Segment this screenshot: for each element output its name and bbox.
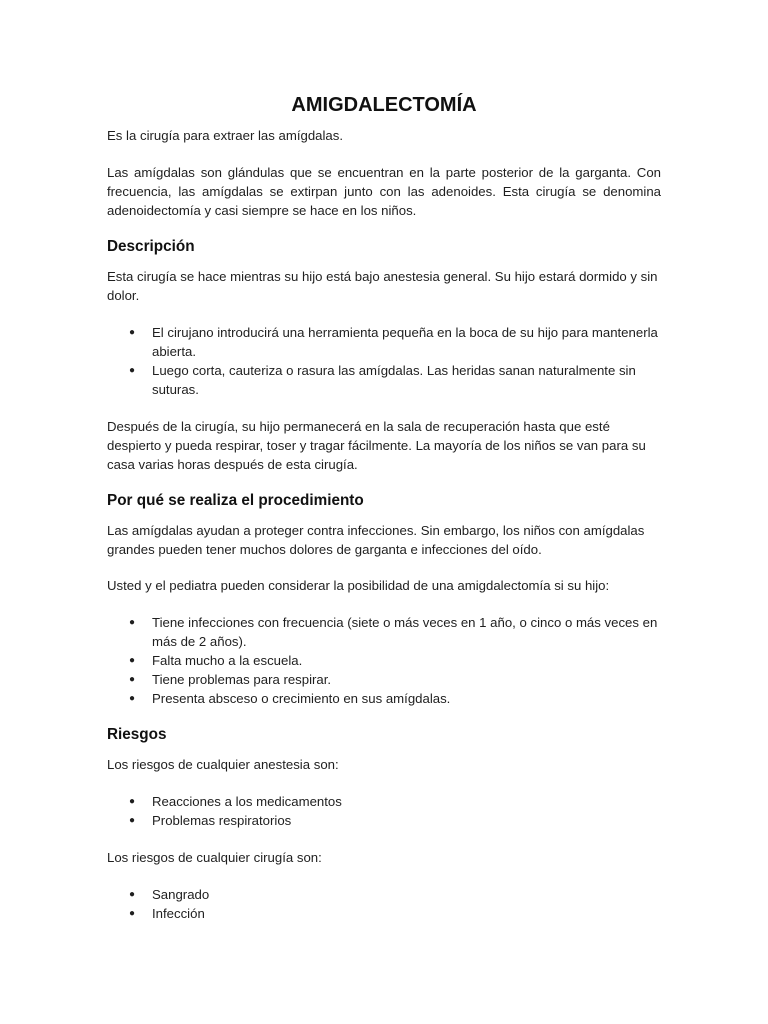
list-item-text: Reacciones a los medicamentos [152,794,342,809]
bullet-icon: ● [129,815,136,826]
bullet-icon: ● [129,327,136,338]
por-que-paragraph-2: Usted y el pediatra pueden considerar la posibilidad de una amigdalectomía si su hijo: [107,578,610,593]
descripcion-paragraph-2: Después de la cirugía, su hijo permanecerá en la sala de recuperación hasta que esté despierto y pueda respirar, toser y tragar fácilmente. La mayoría de los niños se van para su casa varias horas después de esta cirugía. [107,419,646,472]
descripcion-paragraph-1: Esta cirugía se hace mientras su hijo está bajo anestesia general. Su hijo estará dormido y sin dolor. [107,269,658,303]
document-content [107,93,661,923]
list-item [107,904,661,923]
list-item-text: Tiene problemas para respirar. [152,672,332,687]
descripcion-bullet-list [107,323,661,399]
bullet-icon: ● [129,365,136,376]
bullet-icon: ● [129,674,136,685]
list-item [107,613,661,651]
riesgos-cirugia-list [107,885,661,923]
list-item-text: Tiene infecciones con frecuencia (siete o más veces en 1 año, o cinco o más veces en más de 2 años). [152,615,658,649]
list-item-text: Infección [152,906,205,921]
list-item [107,811,661,830]
list-item-text: Presenta absceso o crecimiento en sus amígdalas. [152,691,451,706]
list-item [107,792,661,811]
list-item [107,651,661,670]
list-item-text: Sangrado [152,887,210,902]
heading-por-que: Por qué se realiza el procedimiento [107,492,364,509]
heading-riesgos: Riesgos [107,726,167,743]
list-item [107,361,661,399]
list-item [107,323,661,361]
list-item [107,689,661,708]
bullet-icon: ● [129,889,136,900]
por-que-paragraph-1: Las amígdalas ayudan a proteger contra infecciones. Sin embargo, los niños con amígdalas grandes pueden tener muchos dolores de garganta e infecciones del oído. [107,523,645,557]
document-title: AMIGDALECTOMÍA [291,94,477,116]
por-que-bullet-list [107,613,661,708]
list-item-text: Problemas respiratorios [152,813,292,828]
bullet-icon: ● [129,693,136,704]
heading-descripcion: Descripción [107,238,195,255]
list-item [107,885,661,904]
bullet-icon: ● [129,796,136,807]
intro-paragraph-2: Las amígdalas son glándulas que se encuentran en la parte posterior de la garganta. Con frecuencia, las amígdalas se extirpan junto con las adenoides. Esta cirugía se denomina adenoidectomía y casi siempre se hace en los niños. [107,165,661,218]
riesgos-anestesia-list [107,792,661,830]
riesgos-paragraph-1: Los riesgos de cualquier anestesia son: [107,757,339,772]
bullet-icon: ● [129,617,136,628]
list-item-text: Luego corta, cauteriza o rasura las amígdalas. Las heridas sanan naturalmente sin suturas. [152,363,636,397]
bullet-icon: ● [129,655,136,666]
riesgos-paragraph-2: Los riesgos de cualquier cirugía son: [107,850,322,865]
intro-paragraph: Es la cirugía para extraer las amígdalas. [107,128,344,143]
list-item [107,670,661,689]
list-item-text: Falta mucho a la escuela. [152,653,303,668]
bullet-icon: ● [129,908,136,919]
list-item-text: El cirujano introducirá una herramienta pequeña en la boca de su hijo para mantenerla abierta. [152,325,658,359]
